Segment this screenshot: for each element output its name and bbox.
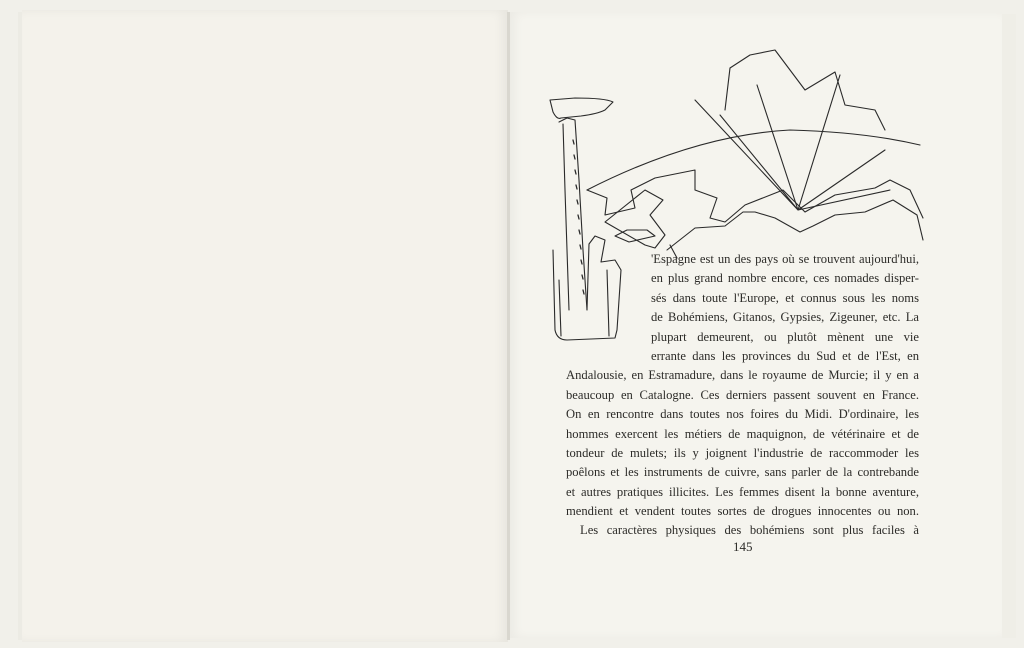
body-text bbox=[566, 250, 919, 541]
text-line: mendient et vendent toutes sortes de drogues innocentes ou non. bbox=[566, 504, 919, 519]
left-page-blank bbox=[22, 10, 508, 642]
text-line: On en rencontre dans toutes nos foires du Midi. D'ordinaire, les bbox=[566, 407, 919, 422]
text-line: de Bohémiens, Gitanos, Gypsies, Zigeuner, etc. La bbox=[651, 310, 919, 325]
text-line: Andalousie, en Estramadure, dans le royaume de Murcie; il y en a bbox=[566, 368, 919, 383]
right-page-edge bbox=[1000, 14, 1016, 638]
text-line: sés dans toute l'Europe, et connus sous les noms bbox=[651, 290, 919, 305]
text-line: poêlons et les instruments de cuivre, sans parler de la contrebande bbox=[566, 465, 919, 480]
page-number: 145 bbox=[733, 539, 753, 554]
text-line: plupart demeurent, ou plutôt mènent une vie bbox=[651, 329, 919, 344]
book-gutter bbox=[507, 12, 510, 640]
text-line: hommes exercent les métiers de maquignon, de vétérinaire et de bbox=[566, 426, 919, 441]
text-line: 'Espagne est un des pays où se trouvent aujourd'hui, bbox=[651, 252, 919, 266]
text-line: errante dans les provinces du Sud et de l'Est, en bbox=[651, 348, 919, 363]
text-line: et autres pratiques illicites. Les femmes disent la bonne aventure, bbox=[566, 484, 919, 499]
text-line: tondeur de mulets; ils y joignent l'industrie de raccommoder les bbox=[566, 445, 919, 460]
text-line: beaucoup en Catalogne. Ces derniers passent souvent en France. bbox=[566, 387, 919, 402]
text-line: en plus grand nombre encore, ces nomades disper- bbox=[651, 271, 919, 286]
text-line: Les caractères physiques des bohémiens sont plus faciles à bbox=[580, 523, 919, 538]
